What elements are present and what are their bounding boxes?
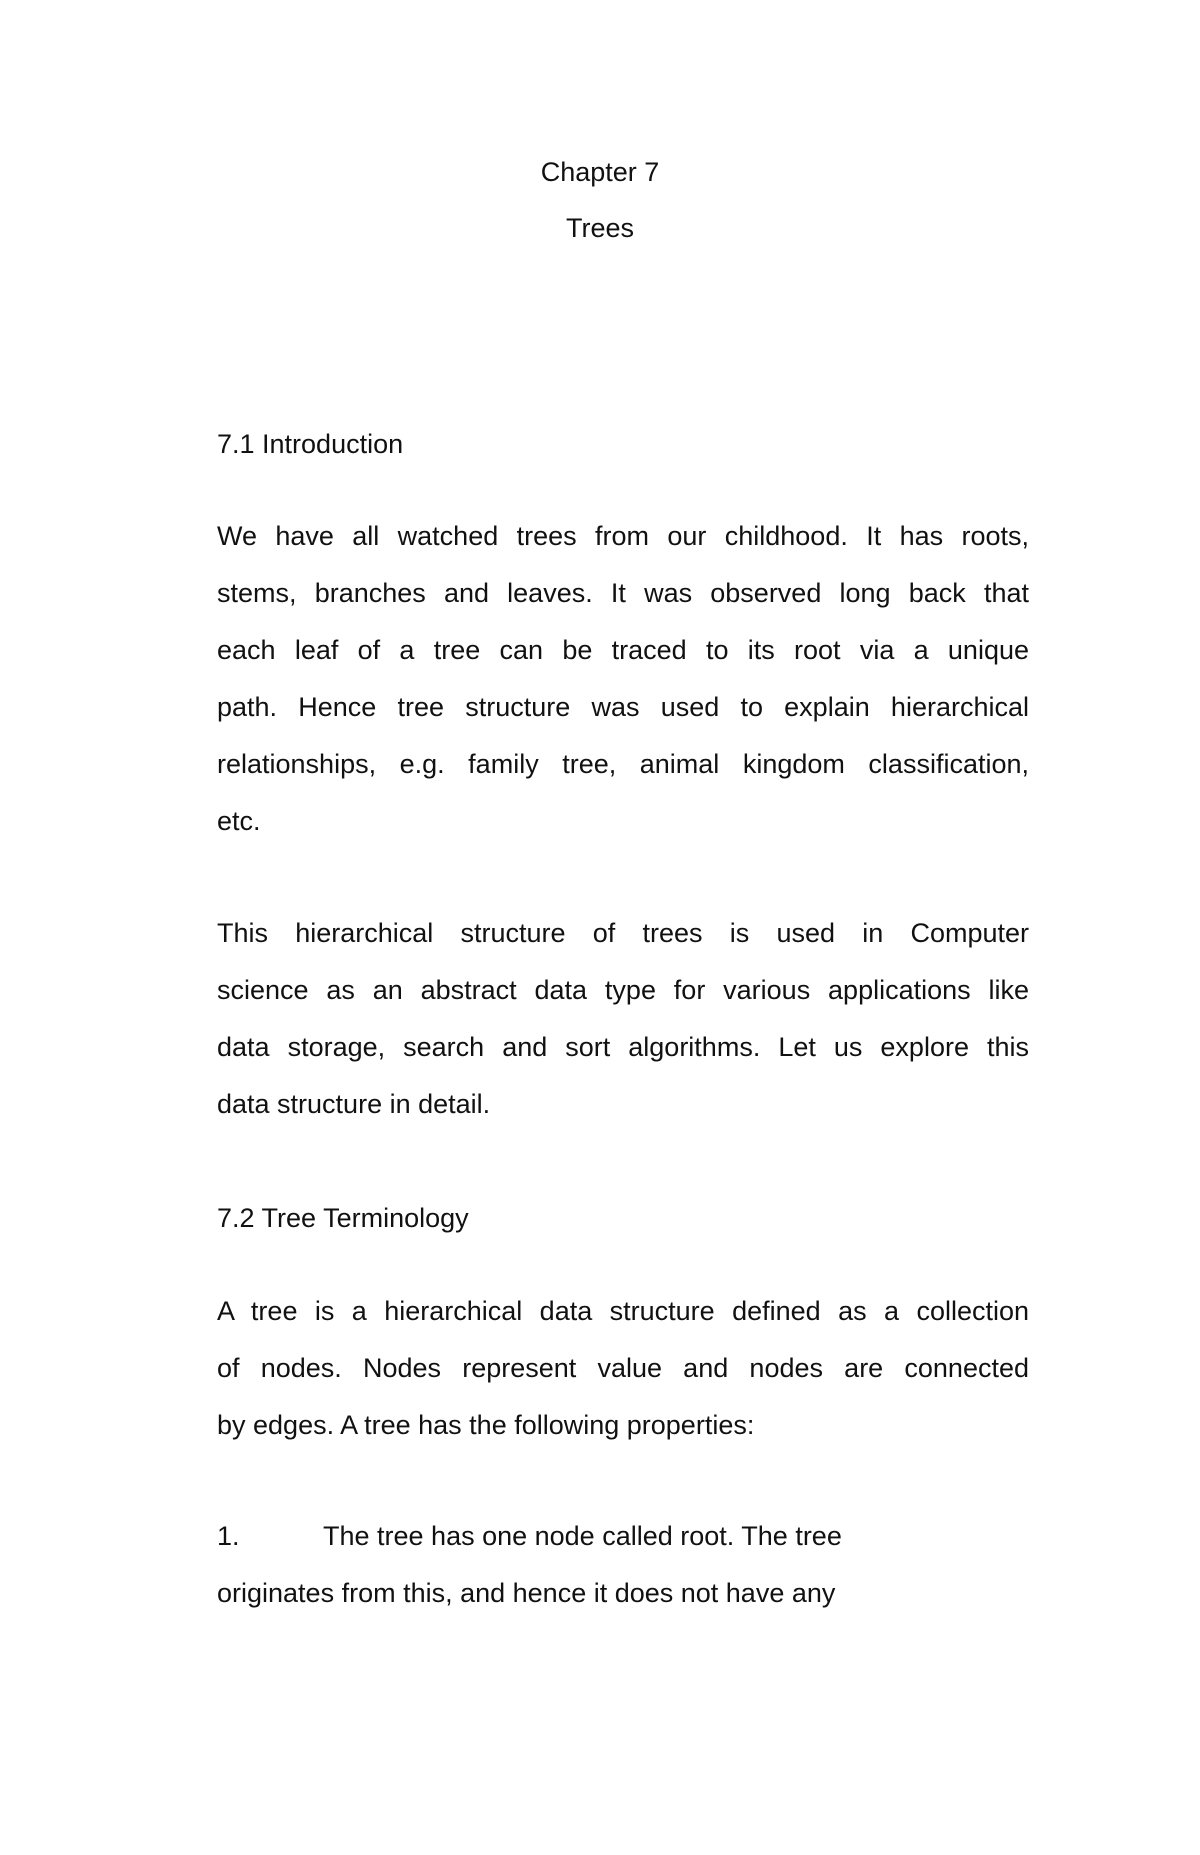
paragraph-line: data storage, search and sort algorithms. Let us explore this <box>217 1032 1029 1062</box>
paragraph-line: science as an abstract data type for various applications like <box>217 975 1029 1005</box>
list-item-number: 1. <box>217 1521 240 1551</box>
paragraph-line: path. Hence tree structure was used to explain hierarchical <box>217 692 1029 722</box>
paragraph-line: by edges. A tree has the following properties: <box>217 1410 755 1440</box>
paragraph-line: each leaf of a tree can be traced to its root via a unique <box>217 635 1029 665</box>
chapter-title: Trees <box>565 213 634 243</box>
section-heading-tree-terminology: 7.2 Tree Terminology <box>217 1203 469 1233</box>
list-item-continuation: originates from this, and hence it does not have any <box>217 1578 836 1608</box>
paragraph-line: stems, branches and leaves. It was observed long back that <box>217 578 1029 608</box>
section-heading-introduction: 7.1 Introduction <box>217 429 404 459</box>
paragraph-line: relationships, e.g. family tree, animal kingdom classification, <box>217 749 1029 779</box>
paragraph-line: data structure in detail. <box>217 1089 491 1119</box>
list-item <box>217 1508 1029 1622</box>
paragraph-tree-definition <box>217 1283 1029 1454</box>
paragraph-line: This hierarchical structure of trees is used in Computer <box>217 918 1029 948</box>
paragraph-computer-science <box>217 905 1029 1133</box>
paragraph-line: We have all watched trees from our childhood. It has roots, <box>217 521 1029 551</box>
list-item-first-line <box>217 1508 1029 1565</box>
paragraph-line: A tree is a hierarchical data structure defined as a collection <box>217 1296 1029 1326</box>
paragraph-line: of nodes. Nodes represent value and nodes are connected <box>217 1353 1029 1383</box>
list-item-text: The tree has one node called root. The tree <box>323 1521 842 1551</box>
paragraph-introduction <box>217 508 1029 850</box>
paragraph-line: etc. <box>217 806 261 836</box>
chapter-number: Chapter 7 <box>540 157 660 187</box>
